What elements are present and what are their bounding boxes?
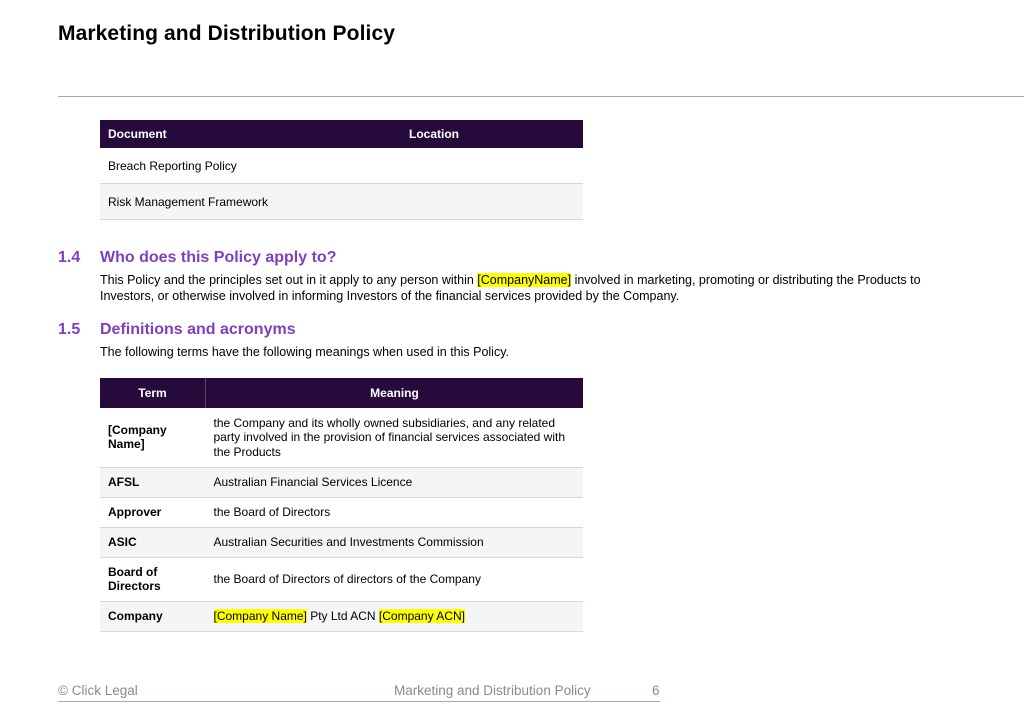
term-cell: Company bbox=[100, 601, 206, 631]
company-acn-placeholder: [Company ACN] bbox=[378, 608, 465, 623]
page-title: Marketing and Distribution Policy bbox=[58, 22, 396, 45]
table-row bbox=[100, 467, 583, 497]
company-name-placeholder: [CompanyName] bbox=[477, 273, 572, 287]
related-documents-table bbox=[100, 120, 583, 220]
meaning-cell: the Company and its wholly owned subsidiaries, and any related party involved in the provision of financial services associated with the Products bbox=[206, 408, 584, 467]
company-name-placeholder: [Company Name] bbox=[213, 608, 307, 623]
table-row bbox=[100, 601, 583, 631]
meaning-cell: Australian Securities and Investments Commission bbox=[206, 527, 584, 557]
meaning-cell: the Board of Directors of directors of the Company bbox=[206, 557, 584, 601]
table-header-row bbox=[100, 120, 583, 148]
section-number: 1.5 bbox=[58, 321, 81, 338]
section-definitions bbox=[58, 321, 978, 360]
footer-document-title: Marketing and Distribution Policy bbox=[394, 683, 591, 698]
column-header-location: Location bbox=[401, 120, 583, 148]
column-header-meaning: Meaning bbox=[206, 378, 584, 408]
table-header-row bbox=[100, 378, 583, 408]
paragraph-text: This Policy and the principles set out in it apply to any person within bbox=[100, 273, 478, 287]
section-paragraph bbox=[100, 272, 978, 304]
paragraph-text: involved in marketing, promoting or distributing the Products to Investors, or otherwise involved in informing Investors of the financial services provided by the Company. bbox=[100, 273, 921, 303]
document-cell: Risk Management Framework bbox=[100, 184, 401, 220]
section-title: Who does this Policy apply to? bbox=[100, 249, 337, 266]
column-header-term: Term bbox=[100, 378, 206, 408]
term-cell: Board of Directors bbox=[100, 557, 206, 601]
definitions-table bbox=[100, 378, 583, 632]
location-cell bbox=[401, 184, 583, 220]
footer-divider bbox=[58, 701, 660, 702]
document-cell: Breach Reporting Policy bbox=[100, 148, 401, 184]
meaning-cell: the Board of Directors bbox=[206, 497, 584, 527]
table-row bbox=[100, 184, 583, 220]
section-heading bbox=[58, 321, 978, 339]
column-header-document: Document bbox=[100, 120, 401, 148]
section-title: Definitions and acronyms bbox=[100, 321, 296, 338]
section-number: 1.4 bbox=[58, 249, 81, 266]
meaning-cell bbox=[206, 601, 584, 631]
section-heading bbox=[58, 249, 978, 267]
table-row bbox=[100, 527, 583, 557]
term-cell: [Company Name] bbox=[100, 408, 206, 467]
section-who-applies bbox=[58, 249, 978, 304]
table-row bbox=[100, 497, 583, 527]
section-paragraph: The following terms have the following meanings when used in this Policy. bbox=[100, 345, 510, 359]
meaning-cell: Australian Financial Services Licence bbox=[206, 467, 584, 497]
table-row bbox=[100, 408, 583, 467]
term-cell: AFSL bbox=[100, 467, 206, 497]
meaning-text: Pty Ltd ACN bbox=[306, 608, 379, 623]
term-cell: ASIC bbox=[100, 527, 206, 557]
header-divider bbox=[58, 96, 1024, 97]
location-cell bbox=[401, 148, 583, 184]
table-row bbox=[100, 557, 583, 601]
table-row bbox=[100, 148, 583, 184]
footer-page-number: 6 bbox=[652, 683, 660, 698]
term-cell: Approver bbox=[100, 497, 206, 527]
footer-copyright: © Click Legal bbox=[58, 683, 138, 698]
